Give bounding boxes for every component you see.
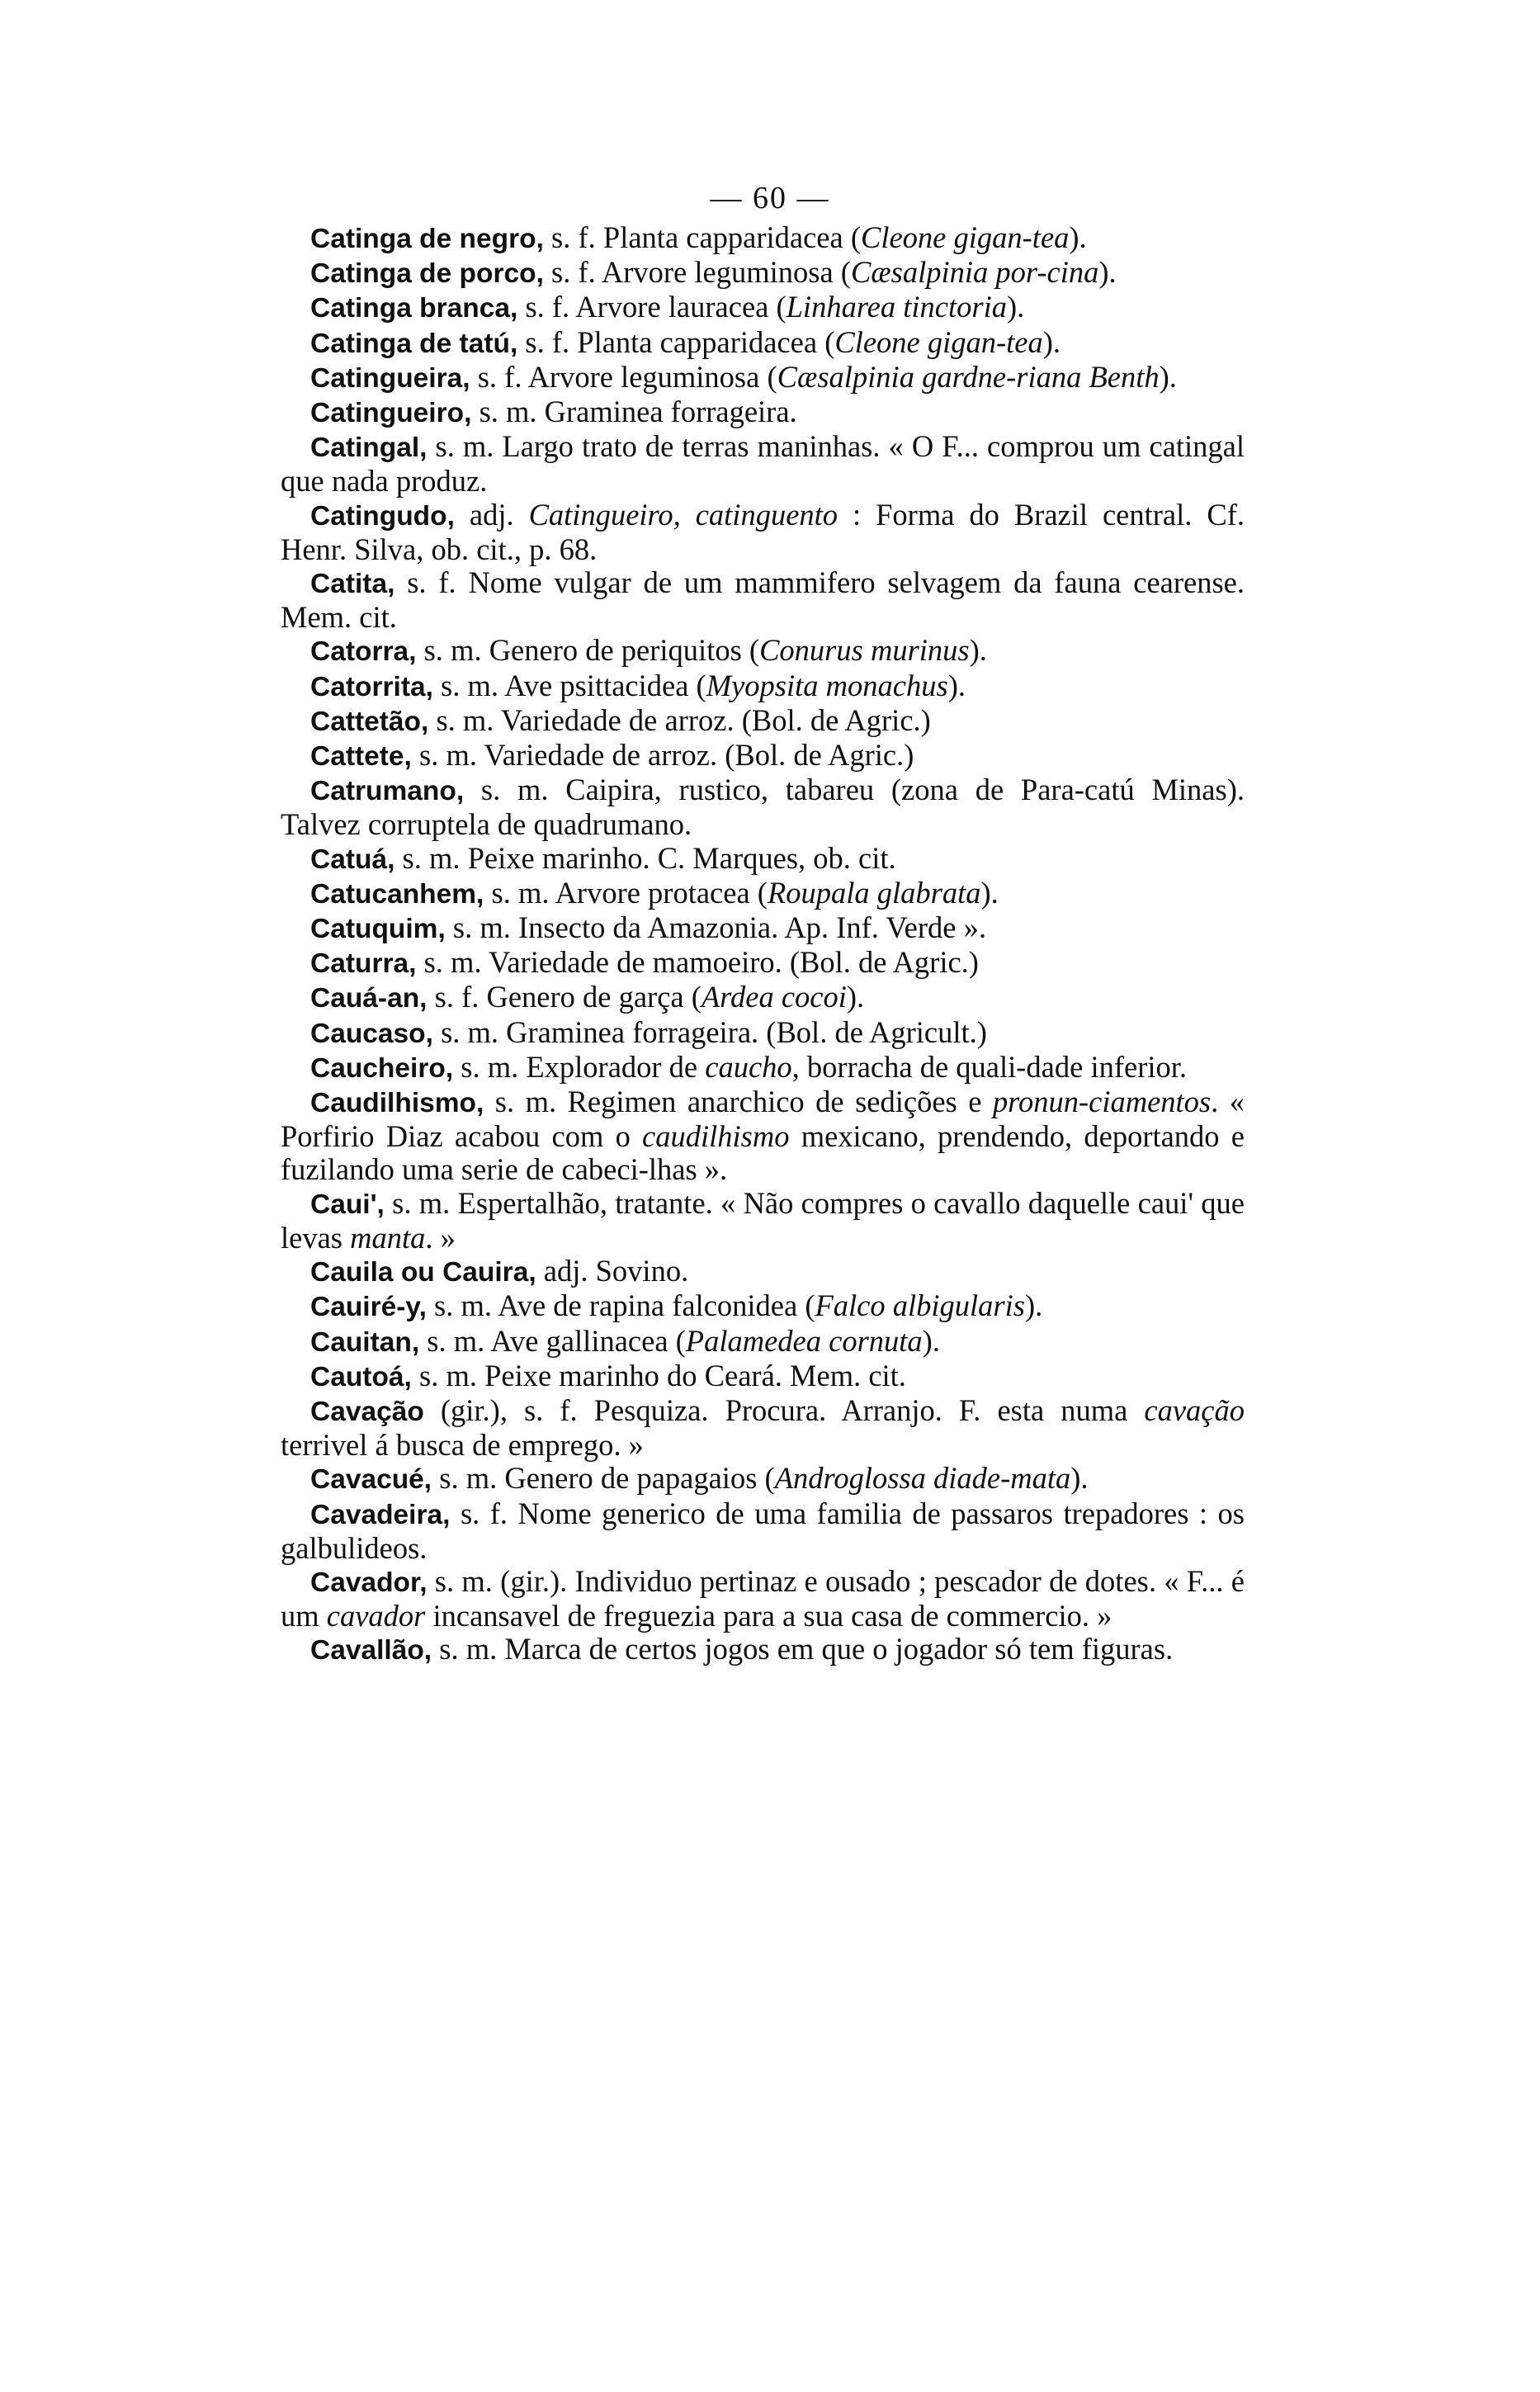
entry-headword: Cavallão, (310, 1635, 432, 1666)
entry-headword: Catingueiro, (310, 398, 472, 429)
entry-headword: Catinga de porco, (310, 258, 544, 290)
dictionary-entry (281, 430, 1245, 498)
entry-headword: Catinga de tatú, (310, 328, 518, 359)
dictionary-entry (281, 1633, 1245, 1667)
entry-headword: Catita, (310, 569, 395, 600)
entry-definition: ). (922, 1323, 940, 1358)
entry-definition: s. m. Marca de certos jogos em que o jogador só tem figuras. (432, 1632, 1174, 1666)
entry-headword: Catorra, (310, 636, 417, 668)
entry-definition: adj. Sovino. (536, 1254, 689, 1288)
dictionary-entry (281, 877, 1245, 911)
entry-headword: Catingal, (310, 433, 428, 464)
entry-definition: s. m. Arvore protacea ( (484, 875, 768, 910)
dictionary-entry (281, 1325, 1245, 1359)
entry-italic-term: caucho (705, 1049, 792, 1084)
entry-definition: s. m. Insecto da Amazonia. Ap. Inf. Verde ». (445, 910, 986, 945)
entry-definition: s. f. Arvore leguminosa ( (470, 359, 777, 394)
entry-definition: s. m. Peixe marinho do Ceará. Mem. cit. (411, 1358, 906, 1392)
entry-headword: Caucheiro, (310, 1052, 454, 1084)
dictionary-entry (281, 395, 1245, 430)
entry-definition: s. f. Nome generico de uma familia de passaros trepadores : os galbulideos. (281, 1496, 1245, 1565)
dictionary-entry (281, 911, 1245, 946)
entry-definition: s. m. Ave psittacidea ( (432, 668, 706, 702)
entry-headword: Catrumano, (310, 776, 465, 807)
entry-italic-term: pronun-ciamentos (992, 1085, 1212, 1119)
entry-headword: Cauila ou Cauira, (310, 1257, 536, 1288)
entry-italic-term: caudilhismo (642, 1119, 790, 1154)
entry-definition: s. m. Genero de papagaios ( (432, 1461, 775, 1496)
entry-headword: Cavação (310, 1396, 424, 1427)
entry-headword: Caucaso, (310, 1018, 433, 1049)
dictionary-entry (281, 634, 1245, 669)
entry-headword: Catuá, (310, 844, 395, 875)
dictionary-entry (281, 1255, 1245, 1289)
entry-definition: adj. (454, 497, 529, 532)
entry-definition: ). (947, 668, 966, 702)
entry-definition: s. m. Ave de rapina falconidea ( (426, 1288, 815, 1323)
entry-definition: s. m. Graminea forrageira. (Bol. de Agricult.) (432, 1014, 987, 1049)
entry-definition: ). (846, 980, 865, 1014)
entry-definition: ). (1098, 255, 1117, 290)
dictionary-entry (281, 739, 1245, 773)
dictionary-entry (281, 1187, 1245, 1255)
entry-definition: s. f. Arvore lauracea ( (517, 290, 787, 324)
entry-headword: Caui', (310, 1189, 385, 1220)
entry-definition: (gir.), s. f. Pesquiza. Procura. Arranjo. F. esta numa (423, 1392, 1145, 1427)
entry-headword: Caturra, (310, 948, 417, 980)
dictionary-entry (281, 669, 1245, 704)
entry-definition: s. m. Explorador de (453, 1049, 706, 1084)
entry-definition: ). (1006, 290, 1025, 324)
dictionary-entry (281, 842, 1245, 877)
dictionary-entry (281, 1394, 1245, 1462)
dictionary-entry (281, 1565, 1245, 1633)
entry-definition: . » (425, 1220, 456, 1255)
page-number: — 60 — (710, 181, 830, 215)
entry-italic-term: manta (350, 1220, 426, 1255)
dictionary-entry (281, 1359, 1245, 1394)
entry-italic-term: Cleone gigan-tea (834, 324, 1043, 359)
entry-italic-term: Androglossa diade-mata (774, 1461, 1071, 1496)
entry-headword: Catingueira, (310, 362, 470, 394)
entry-definition: s. m. Ave gallinacea ( (419, 1323, 686, 1358)
dictionary-entry (281, 1051, 1245, 1085)
entry-definition: ). (1069, 220, 1087, 254)
entry-definition: s. f. Genero de garça ( (427, 980, 702, 1014)
dictionary-entry (281, 499, 1245, 566)
entry-definition: ). (1024, 1288, 1043, 1323)
entry-headword: Cavador, (310, 1567, 428, 1598)
dictionary-entry (281, 773, 1245, 841)
dictionary-entry (281, 1497, 1245, 1565)
entry-italic-term: Palamedea cornuta (685, 1323, 923, 1358)
entry-headword: Catucanhem, (310, 878, 484, 910)
entry-italic-term: Roupala glabrata (767, 875, 981, 910)
entry-italic-term: Conurus murinus (759, 633, 970, 668)
entry-headword: Catinga branca, (310, 293, 518, 324)
entry-headword: Cavacué, (310, 1464, 432, 1496)
entry-definition: s. m. (gir.). Individuo pertinaz e ousado ; pescador de dotes. « F... é um (281, 1563, 1245, 1633)
entry-definition: s. f. Planta capparidacea ( (543, 220, 861, 254)
entry-definition: incansavel de freguezia para a sua casa de commercio. » (425, 1599, 1112, 1633)
dictionary-entry (281, 1289, 1245, 1324)
entry-headword: Catinga de negro, (310, 224, 544, 254)
dictionary-entry (281, 566, 1245, 634)
entry-definition: s. m. Regimen anarchico de sedições e (484, 1085, 993, 1119)
entry-definition: s. m. Genero de periquitos ( (416, 633, 760, 668)
entry-headword: Catorrita, (310, 671, 433, 702)
entry-italic-term: cavação (1144, 1392, 1245, 1427)
entry-italic-term: Myopsita monachus (706, 668, 948, 702)
entry-headword: Cauiré-y, (310, 1292, 427, 1323)
dictionary-entry (281, 256, 1245, 291)
entry-headword: Caudilhismo, (310, 1088, 484, 1119)
entry-italic-term: cavador (326, 1599, 426, 1633)
entry-italic-term: Catingueiro, catinguento (528, 497, 838, 532)
entry-definition: s. f. Nome vulgar de um mammifero selvagem da fauna cearense. Mem. cit. (281, 565, 1245, 635)
entry-headword: Catingudo, (310, 500, 455, 532)
entry-headword: Cattete, (310, 741, 412, 773)
entry-definition: s. m. Caipira, rustico, tabareu (zona de Para-catú Minas). Talvez corruptela de quadrumano. (281, 773, 1245, 842)
dictionary-entry (281, 361, 1245, 395)
entry-headword: Cattetão, (310, 706, 429, 737)
entry-italic-term: Cæsalpinia por-cina (850, 255, 1099, 290)
dictionary-entry (281, 946, 1245, 981)
entry-definition: s. f. Arvore leguminosa ( (543, 255, 851, 290)
entry-list (281, 221, 1245, 1668)
entry-italic-term: Linharea tinctoria (786, 290, 1007, 324)
dictionary-entry (281, 221, 1245, 256)
dictionary-entry (281, 1462, 1245, 1496)
entry-definition: mexicano, prendendo, deportando e fuzilando uma serie de cabeci-lhas ». (281, 1119, 1245, 1187)
entry-definition: s. m. Espertalhão, tratante. « Não compres o cavallo daquelle caui' que levas (281, 1185, 1245, 1255)
entry-headword: Cautoá, (310, 1361, 412, 1392)
entry-headword: Catuquim, (310, 914, 446, 945)
entry-italic-term: Cæsalpinia gardne-riana Benth (777, 359, 1160, 394)
entry-definition: s. m. Variedade de arroz. (Bol. de Agric.) (411, 738, 914, 773)
entry-italic-term: Cleone gigan-tea (861, 220, 1070, 254)
entry-definition: : Forma do Brazil central. Cf. Henr. Silva, ob. cit., p. 68. (281, 497, 1245, 566)
entry-definition: s. m. Variedade de mamoeiro. (Bol. de Agric.) (416, 945, 979, 980)
entry-headword: Cavadeira, (310, 1499, 451, 1530)
entry-definition: s. f. Planta capparidacea ( (517, 324, 835, 359)
entry-italic-term: Falco albigularis (815, 1288, 1025, 1323)
entry-definition: ). (969, 633, 987, 668)
dictionary-entry (281, 1085, 1245, 1187)
dictionary-entry (281, 981, 1245, 1015)
dictionary-entry (281, 291, 1245, 325)
entry-definition: ). (980, 875, 999, 910)
entry-definition: s. m. Variedade de arroz. (Bol. de Agric.) (428, 702, 931, 737)
entry-definition: s. m. Largo trato de terras maninhas. « O F... comprou um catingal que nada produz. (281, 429, 1245, 499)
entry-headword: Cauá-an, (310, 983, 428, 1014)
entry-definition: s. m. Peixe marinho. C. Marques, ob. cit. (394, 840, 896, 875)
dictionary-entry (281, 326, 1245, 361)
entry-definition: ). (1159, 359, 1177, 394)
entry-definition: ). (1042, 324, 1061, 359)
entry-definition: s. m. Graminea forrageira. (471, 395, 797, 429)
entry-headword: Cauitan, (310, 1326, 420, 1358)
entry-italic-term: Ardea cocoi (701, 980, 847, 1014)
entry-definition: , borracha de quali-dade inferior. (791, 1049, 1188, 1084)
dictionary-entry (281, 1016, 1245, 1051)
dictionary-entry (281, 704, 1245, 739)
entry-definition: . « Porfirio Diaz acabou com o (281, 1085, 1245, 1154)
entry-definition: ). (1070, 1461, 1089, 1496)
entry-definition: terrivel á busca de emprego. » (281, 1428, 644, 1463)
